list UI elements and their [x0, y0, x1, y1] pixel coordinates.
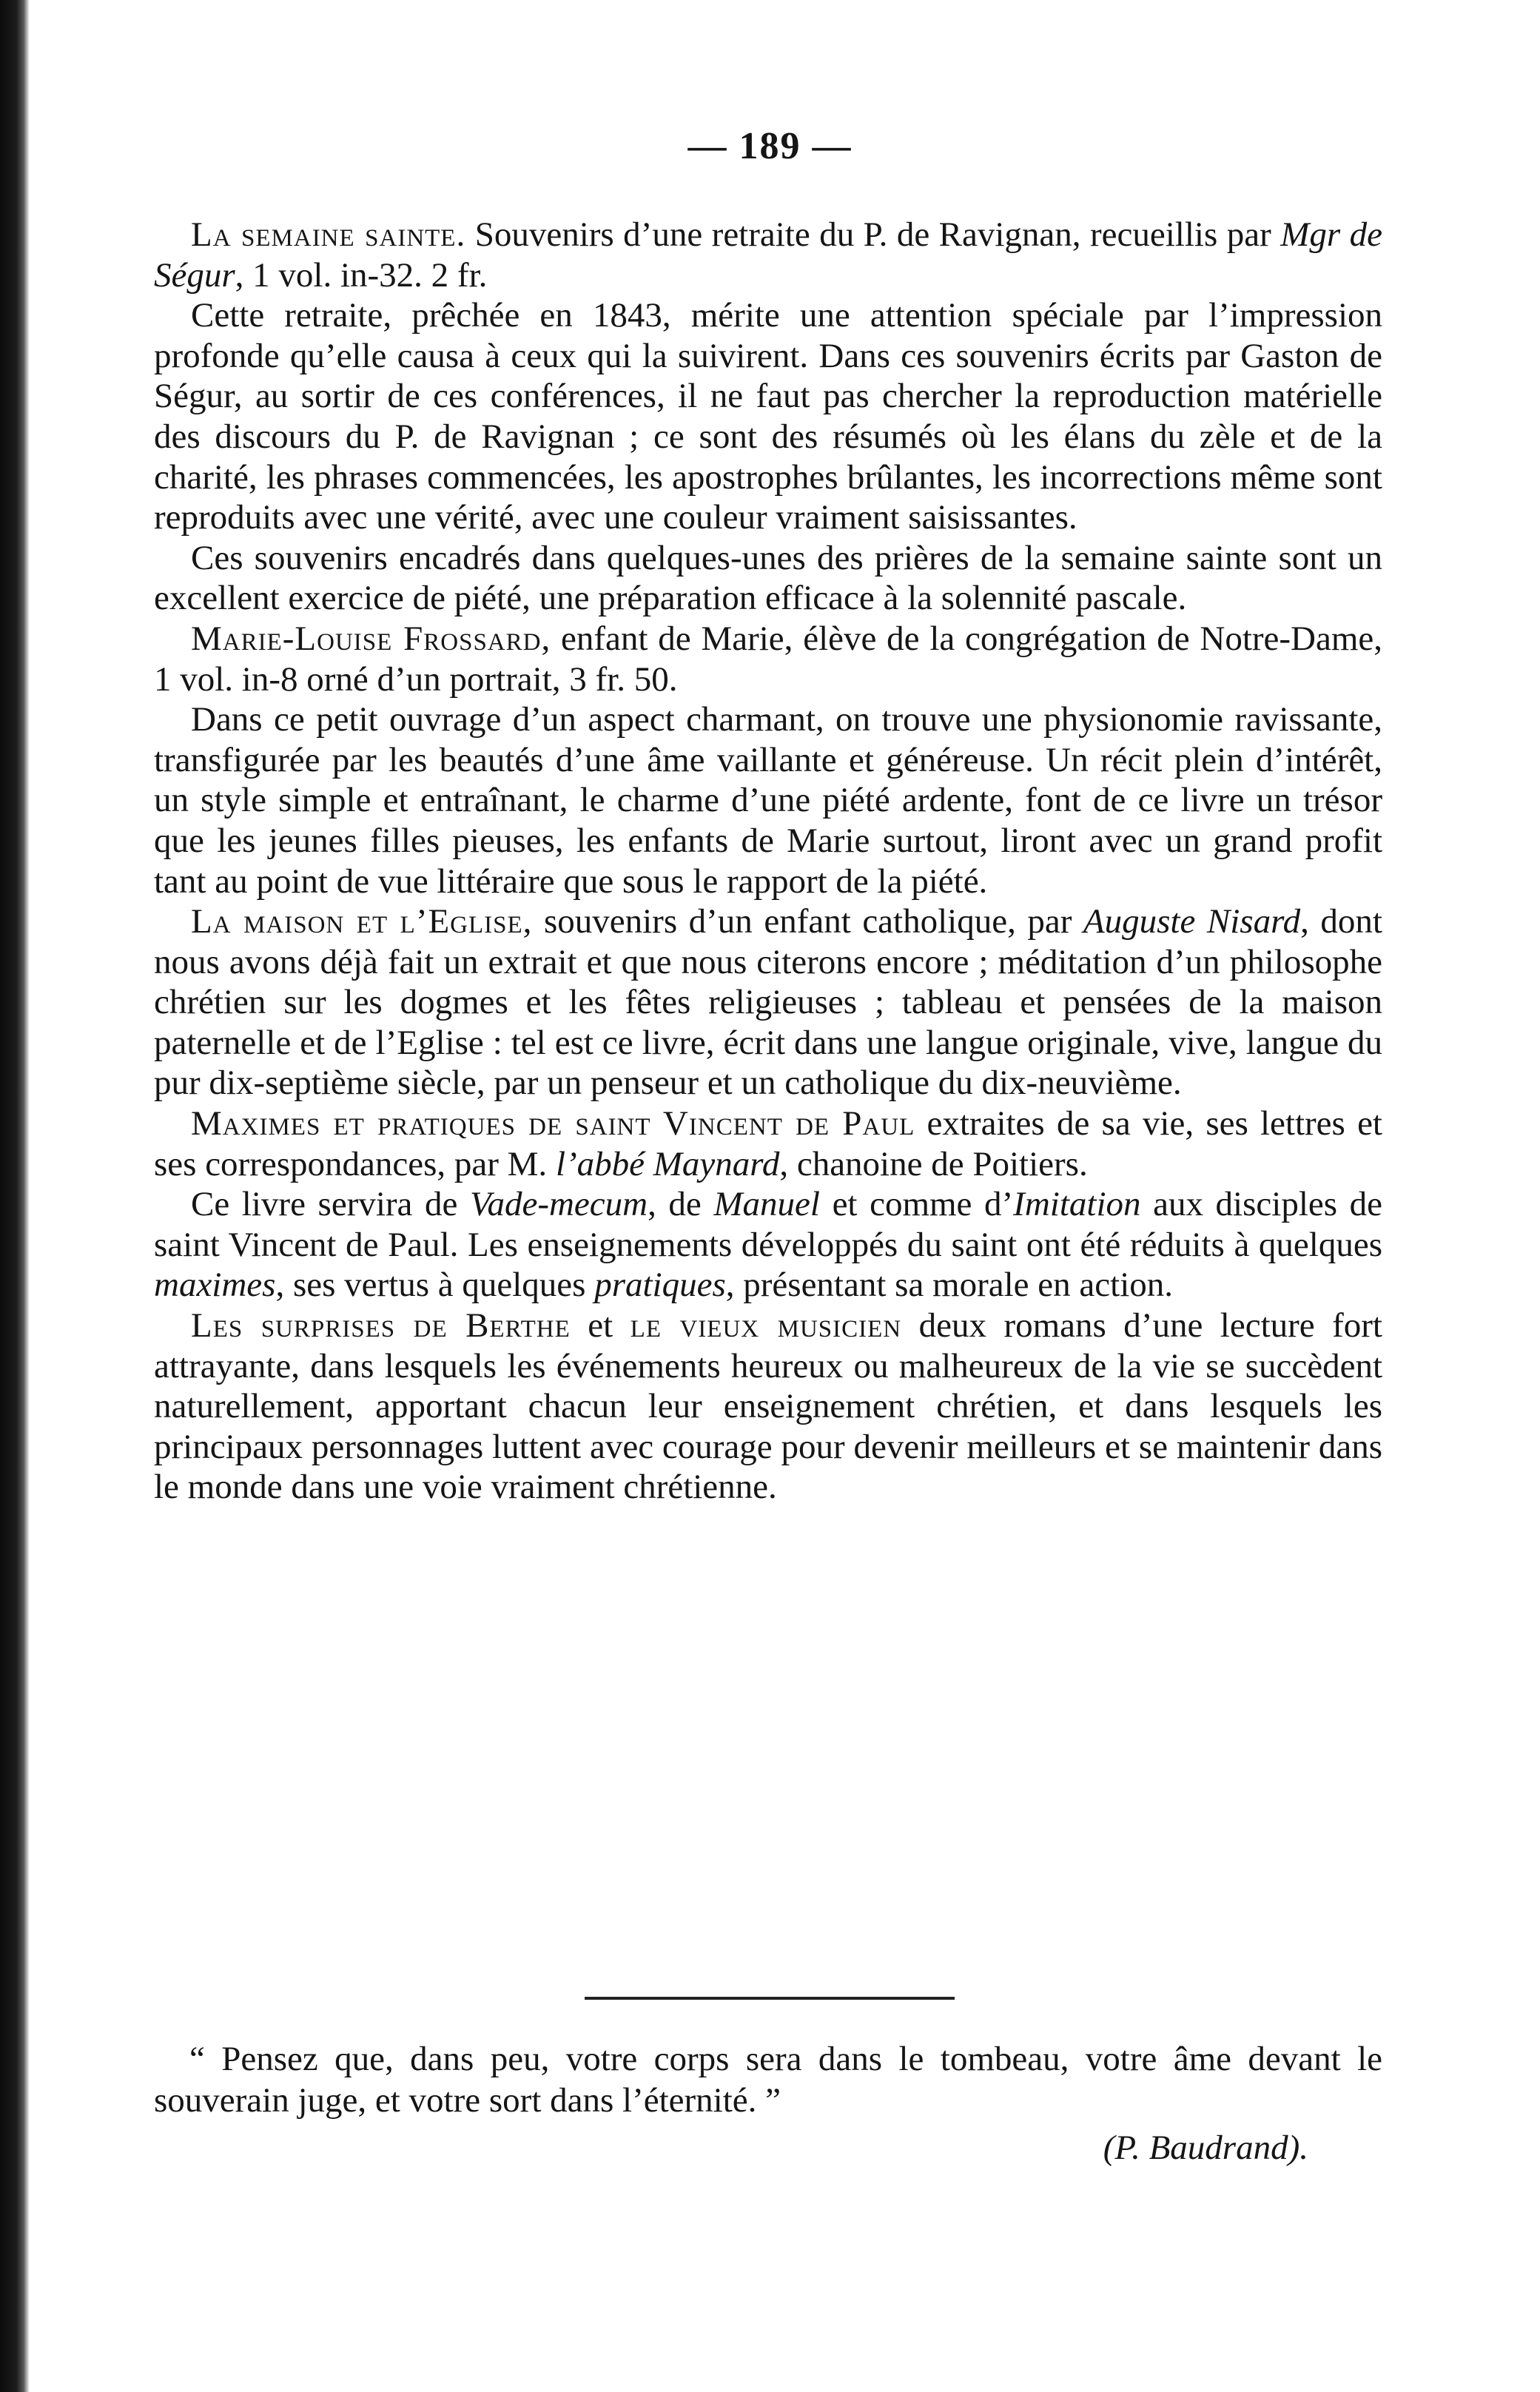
entry-details: , chanoine de Poitiers. [779, 1144, 1088, 1183]
entry-intro: extraites de sa vie, ses lettres et ses correspondances, par M. [154, 1104, 1382, 1183]
quote-text: “ Pensez que, dans peu, votre corps sera dans le tombeau, votre âme devant le souverain juge, et votre sort dans l’éternité. ” [154, 2040, 1382, 2120]
text-run-italic: Imitation [1013, 1185, 1141, 1224]
text-run-italic: maximes [154, 1266, 276, 1305]
entry-paragraph: Ces souvenirs encadrés dans quelques-unes des prières de la semaine sainte sont un excellent exercice de piété, une préparation efficace à la solennité pascale. [154, 538, 1382, 618]
entry-intro: souvenirs d’un enfant catholique, par [532, 902, 1083, 941]
entry-author: l’abbé Maynard [555, 1144, 780, 1183]
entry-marie-louise-frossard [154, 619, 1382, 699]
text-run-italic: Manuel [713, 1185, 820, 1224]
text-run: Ce livre servira de [191, 1185, 470, 1224]
entry-intro: deux romans d’une lecture fort attrayante, dans lesquels les événements heureux ou malheureux de la vie se succèdent naturellement, apportant chacun leur enseignement chrétien, et dans lesquels les principaux personnages luttent avec courage pour devenir meilleurs et se maintenir dans le monde dans une voie vraiment chrétienne. [154, 1306, 1382, 1507]
entry-connector: et [570, 1306, 631, 1346]
text-run: et comme d’ [819, 1185, 1014, 1224]
entry-details: , 1 vol. in-32. 2 fr. [235, 255, 488, 295]
entry-surprises-berthe [154, 1306, 1382, 1508]
entry-maison-eglise [154, 901, 1382, 1103]
entry-paragraph: Cette retraite, prêchée en 1843, mérite une attention spéciale par l’impression profonde qu’elle causa à ceux qui la suivirent. Dans ces souvenirs écrits par Gaston de Ségur, au sortir de ces conférences, il ne faut pas chercher la reproduction matérielle des discours du P. de Ravignan ; ce sont des résumés où les élans du zèle et de la charité, les phrases commencées, les apostrophes brûlantes, les incorrections même sont reproduits avec une vérité, avec une couleur vraiment saisissantes. [154, 296, 1382, 537]
text-run: aux disciples de saint Vincent de Paul. Les enseignements développés du saint ont été réduits à quelques [154, 1185, 1382, 1264]
entry-maximes-pratiques [154, 1103, 1382, 1184]
entry-paragraph: Dans ce petit ouvrage d’un aspect charmant, on trouve une physionomie ravissante, transfigurée par les beautés d’une âme vaillante et généreuse. Un récit plein d’intérêt, un style simple et entraînant, le charme d’une piété ardente, font de ce livre un trésor que les jeunes filles pieuses, les enfants de Marie surtout, liront avec un grand profit tant au point de vue littéraire que sous le rapport de la piété. [154, 700, 1382, 901]
text-run: , ses vertus à quelques [275, 1266, 595, 1305]
text-run: , de [648, 1185, 714, 1224]
entry-title: le vieux musicien [630, 1306, 902, 1346]
section-divider [585, 1997, 955, 2000]
text-run-italic: pratiques [594, 1266, 726, 1305]
entry-title: Maximes et pratiques de saint Vincent de Paul [191, 1104, 915, 1143]
entry-intro: Souvenirs d’une retraite du P. de Ravignan, recueillis par [465, 215, 1281, 254]
text-run: , présentant sa morale en action. [725, 1266, 1173, 1305]
entry-semaine-sainte [154, 215, 1382, 295]
text-run-italic: Vade-mecum [469, 1185, 648, 1224]
entry-paragraph [154, 1184, 1382, 1306]
entry-author: Mgr de Ségur [154, 215, 1382, 295]
book-notices [154, 215, 1382, 1508]
page-number: — 189 — [687, 125, 853, 167]
closing-quote [154, 2038, 1382, 2167]
entry-intro: enfant de Marie, élève de la congrégation de Notre-Dame, 1 vol. in-8 orné d’un portrait, 3 fr. 50. [154, 619, 1383, 699]
book-spine-shadow [0, 0, 30, 2392]
entry-title: La semaine sainte. [191, 215, 466, 254]
entry-author: Auguste Nisard [1083, 902, 1301, 941]
entry-title: Marie-Louise Frossard, [191, 619, 551, 658]
entry-title: La maison et l’Eglise, [191, 902, 533, 941]
entry-title: Les surprises de Berthe [191, 1306, 571, 1346]
entry-details: , dont nous avons déjà fait un extrait et que nous citerons encore ; méditation d’un philosophe chrétien sur les dogmes et les fêtes religieuses ; tableau et pensées de la maison paternelle et de l’Eglise : tel est ce livre, écrit dans une langue originale, vive, langue du pur dix-septième siècle, par un penseur et un catholique du dix-neuvième. [154, 902, 1382, 1103]
quote-attribution: (P. Baudrand). [1103, 2129, 1308, 2167]
